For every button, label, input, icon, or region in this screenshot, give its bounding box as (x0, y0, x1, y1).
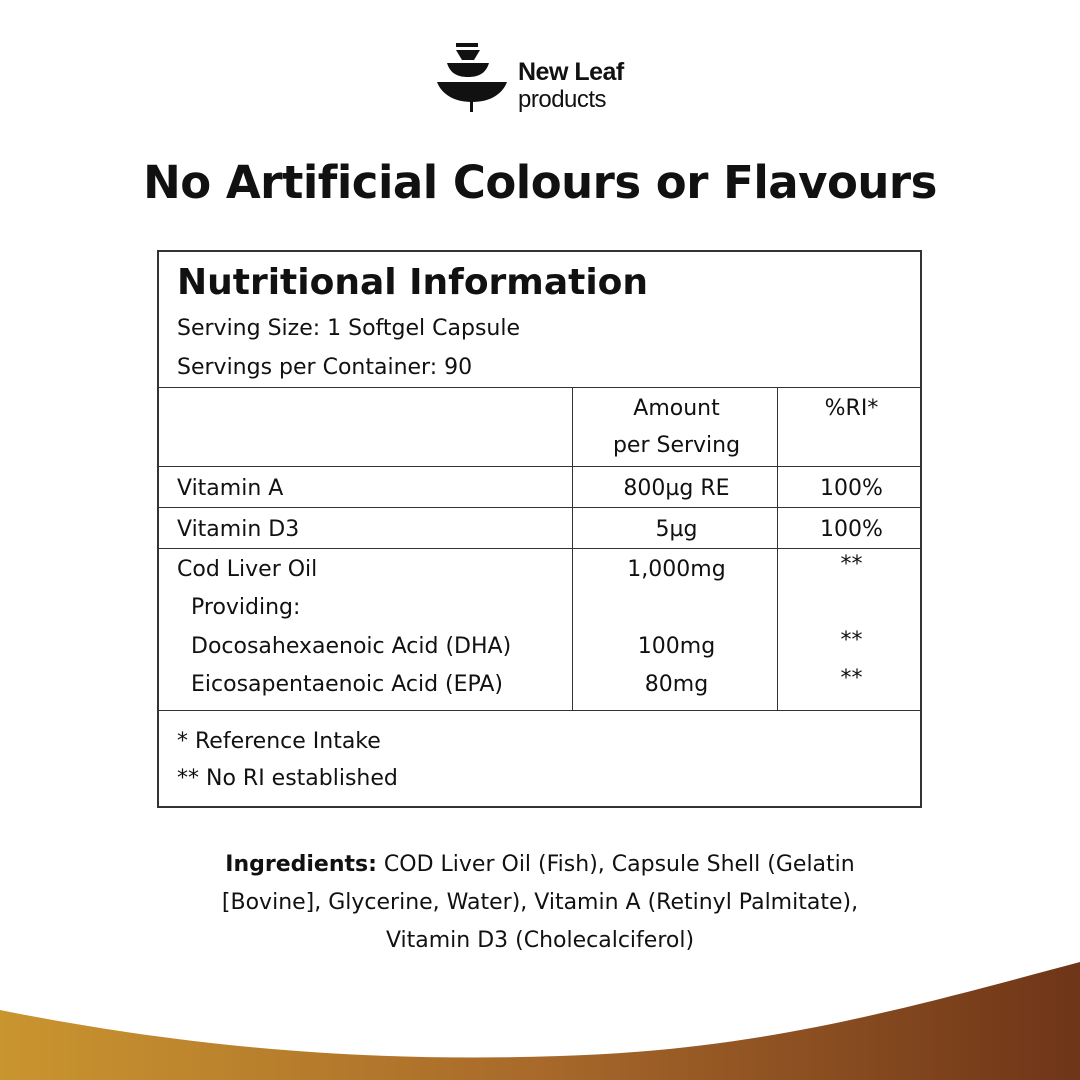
column-divider (572, 387, 573, 710)
ingredients-line: Vitamin D3 (Cholecalciferol) (385, 928, 695, 953)
nutrient-amount: 5µg (655, 517, 698, 542)
footnote: * Reference Intake (177, 729, 381, 754)
nutrition-table (157, 250, 922, 808)
ri-header: %RI* (824, 396, 879, 421)
nutrient-ri: 100% (820, 476, 883, 501)
brand-subtitle: products (518, 86, 607, 113)
nutrient-ri: ** (840, 666, 863, 691)
leaf-tree-icon (434, 40, 514, 120)
nutrient-ri: ** (840, 552, 863, 577)
brand-logo (434, 40, 654, 120)
nutrient-ri: 100% (820, 517, 883, 542)
brand-name: New Leaf (518, 58, 624, 86)
amount-header: per Serving (612, 433, 741, 458)
nutrient-ri: ** (840, 628, 863, 653)
serving-size: Serving Size: 1 Softgel Capsule (177, 316, 521, 341)
ingredients-label: Ingredients: (225, 852, 377, 877)
nutrient-name: Providing: (191, 595, 301, 620)
nutrient-amount: 100mg (637, 634, 716, 659)
nutrient-name: Cod Liver Oil (177, 557, 318, 582)
nutrient-name: Vitamin A (177, 476, 284, 501)
ingredients-line: [Bovine], Glycerine, Water), Vitamin A (Retinyl Palmitate), (221, 890, 859, 915)
servings-per-container: Servings per Container: 90 (177, 355, 473, 380)
footnote: ** No RI established (177, 766, 398, 791)
divider (159, 466, 920, 467)
divider (159, 548, 920, 549)
nutrient-amount: 1,000mg (627, 557, 726, 582)
divider (159, 710, 920, 711)
nutrient-amount: 80mg (644, 672, 709, 697)
nutrient-name: Eicosapentaenoic Acid (EPA) (191, 672, 504, 697)
nutrient-amount: 800µg RE (623, 476, 730, 501)
divider (159, 387, 920, 388)
page-headline: No Artificial Colours or Flavours (143, 156, 937, 209)
ingredients-text (100, 846, 980, 960)
nutrient-name: Docosahexaenoic Acid (DHA) (191, 634, 512, 659)
nutrient-name: Vitamin D3 (177, 517, 300, 542)
amount-header: Amount (633, 396, 720, 421)
divider (159, 507, 920, 508)
ingredients-line: COD Liver Oil (Fish), Capsule Shell (Gelatin (376, 852, 855, 877)
nutrition-title: Nutritional Information (177, 262, 649, 303)
